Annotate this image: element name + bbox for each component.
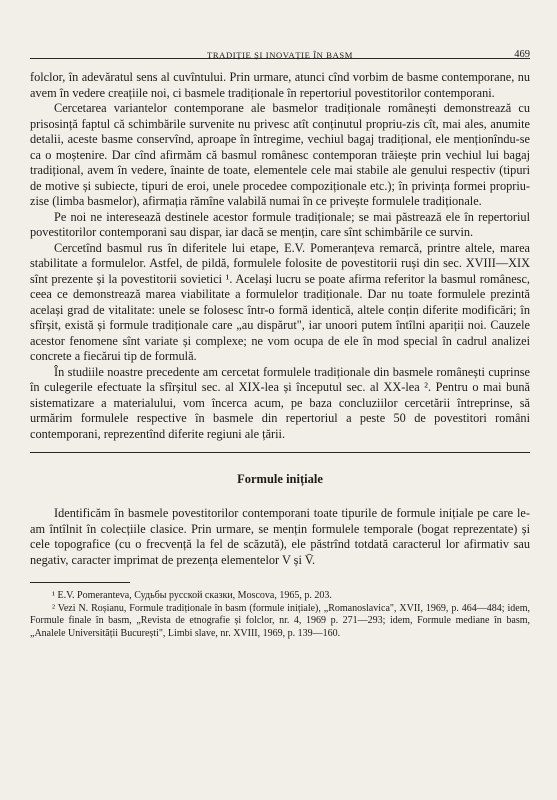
footnotes [30, 582, 530, 640]
section-divider [30, 452, 530, 453]
paragraph: Cercetînd basmul rus în diferitele lui etape, E.V. Pomeranțeva remarcă, printre altele, marea stabilitate a formulelor. Astfel, de pildă, formulele folosite de povestitorii ruși din sec. XVIII—XIX sînt prezente și la povestitorii sovietici ¹. Același lucru se poate afirma referitor la basmul românesc, ceea ce demonstrează marea viabilitate a formulelor tradiționale. Dar nu toate formulele prezintă același grad de vitalitate: unele se folosesc într-o formă identică, altele conțin diferite modificări; în sfîrșit, există și formule tradiționale care „au dispărut", iar unoori putem întîlni apariții noi. Cauzele acestor fenomene sînt variate și complexe; ne vom ocupa de ele în mod special în cadrul analizei concrete a fiecărui tip de formulă. [30, 240, 530, 363]
section-title: Formule inițiale [237, 472, 323, 486]
paragraph: Pe noi ne interesează destinele acestor formule tradiționale; se mai păstrează ele în repertoriul povestitorilor contemporani sau dispar, iar dacă se mențin, care sînt schimbările ce survin. [30, 209, 530, 239]
paragraph: folclor, în adevăratul sens al cuvîntului. Prin urmare, atunci cînd vorbim de basme contemporane, nu avem în vedere creațiile noi, ci basmele tradiționale în repertoriul povestitorilor contemporani. [30, 70, 530, 100]
body-text [30, 70, 530, 640]
paragraph: Cercetarea variantelor contemporane ale basmelor tradiționale românești demonstrează cu prisosință faptul că schimbările survenite nu privesc atît conținutul propriu-zis cît, mai ales, anumite detalii, aceste basme conservînd, aproape în întregime, vechiul bagaj tradițional, ele menționîndu-se ca o moștenire. Dar cînd afirmăm că basmul românesc contemporan trăiește prin vechiul lui bagaj tradițional, avem în vedere, înainte de toate, elementele cele mai stabile ale genului respectiv (tipuri de motive și subiecte, tipuri de eroi, unele procedee compoziționale etc.); în privința formei propriu-zise (limba basmelor), afirmația rămîne valabilă numai în ce privește formulele tradiționale. [30, 101, 530, 208]
paragraph: În studiile noastre precedente am cercetat formulele tradiționale din basmele românești cuprinse în culegerile efectuate la sfîrșitul sec. al XIX-lea și începutul sec. al XX-lea ². Pentru o mai bună sistematizare a materialului, vom încerca acum, pe baza concluziilor cercetării întreprinse, să urmărim formulele respective în basmele din repertoriul a peste 50 de povestitori români contemporani, reprezentînd diferite regiuni ale țării. [30, 364, 530, 441]
page-number: 469 [514, 49, 530, 60]
running-title: TRADIȚIE ȘI INOVAȚIE ÎN BASM [206, 50, 354, 60]
page-header [30, 40, 530, 59]
footnote: ² Vezi N. Roșianu, Formule tradiționale în basm (formule inițiale), „Romanoslavica", XVII, 1969, p. 464—484; idem, Formule finale în basm, „Revista de etnografie și folclor, nr. 4, 1969 p. 271—293; idem, Formule mediane în basm, „Analele Universității București", Limbi slave, nr. XVIII, 1969, p. 139—160. [30, 602, 530, 639]
footnote-divider [30, 582, 130, 583]
footnote: ¹ E.V. Pomeranteva, Судьбы русской сказки, Moscova, 1965, p. 203. [52, 590, 332, 601]
paragraph: Identificăm în basmele povestitorilor contemporani toate tipurile de formule inițiale pe care le-am întîlnit în colecțiile clasice. Prin urmare, se mențin formulele temporale (bogat reprezentate) și cele topografice (cu o frecvență la fel de scăzută), ele păstrînd totdată caracterul lor afirmativ sau negativ, caracter imprimat de prezența elementelor V și V̄. [30, 506, 530, 567]
